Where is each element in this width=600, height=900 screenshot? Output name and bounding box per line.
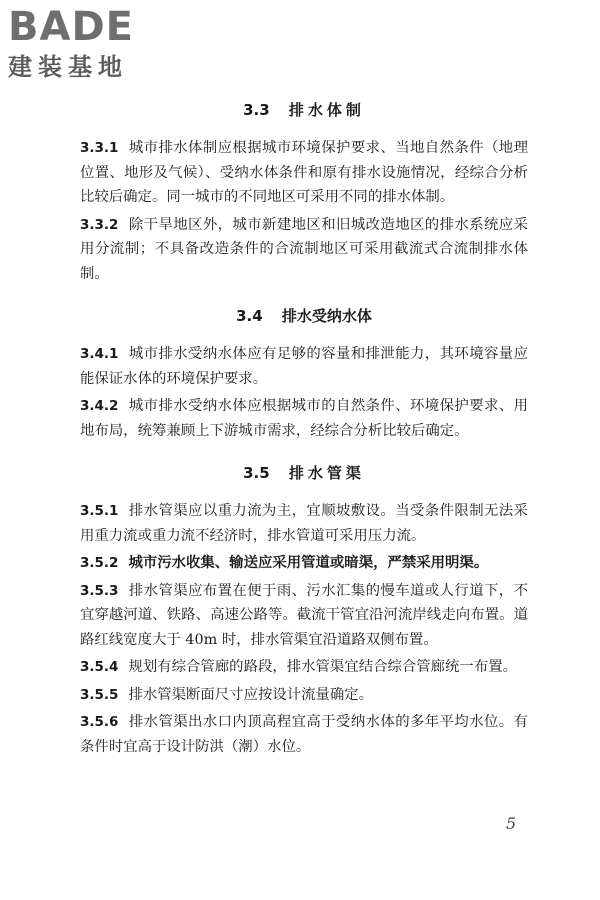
clause [80, 499, 528, 548]
section-3-4 [80, 304, 528, 443]
clause-number: 3.5.6 [80, 714, 119, 730]
clause-number: 3.5.1 [80, 503, 119, 519]
clause-number: 3.5.5 [80, 686, 119, 703]
clause [80, 136, 528, 210]
clause-text: 排水管渠应以重力流为主，宜顺坡敷设。当受条件限制无法采用重力流或重力流不经济时，排水管道可采用压力流。 [80, 503, 528, 544]
clause [80, 213, 528, 287]
section-number: 3.3 [243, 101, 270, 119]
section-3-5 [80, 461, 528, 759]
page-number: 5 [506, 814, 517, 833]
document-body [80, 98, 528, 777]
clause [80, 655, 528, 680]
clause-text: 城市污水收集、输送应采用管道或暗渠，严禁采用明渠。 [128, 554, 489, 571]
clause-text: 城市排水受纳水体应根据城市的自然条件、环境保护要求、用地布局，统筹兼顾上下游城市需求，经综合分析比较后确定。 [80, 398, 528, 439]
section-heading [80, 461, 528, 485]
clause [80, 579, 528, 653]
logo-brand: BADE [8, 4, 134, 50]
clause-text: 排水管渠出水口内顶高程宜高于受纳水体的多年平均水位。有条件时宜高于设计防洪（潮）水位。 [80, 714, 528, 755]
section-3-3 [80, 98, 528, 286]
section-title: 排水体制 [288, 101, 365, 119]
clause-number: 3.4.2 [80, 398, 119, 414]
clause [80, 394, 528, 443]
clause-text: 除干旱地区外，城市新建地区和旧城改造地区的排水系统应采用分流制；不具备改造条件的合流制地区可采用截流式合流制排水体制。 [80, 216, 528, 282]
section-heading [80, 304, 528, 328]
logo-subtitle: 建装基地 [8, 53, 128, 81]
clause [80, 683, 528, 708]
clause [80, 342, 528, 391]
section-heading [80, 98, 528, 122]
clause-mandatory [80, 551, 528, 576]
clause-number: 3.3.1 [80, 140, 119, 156]
section-number: 3.5 [243, 464, 270, 482]
site-logo [8, 6, 178, 82]
clause-text: 规划有综合管廊的路段，排水管渠宜结合综合管廊统一布置。 [128, 659, 517, 675]
clause [80, 710, 528, 759]
clause-number: 3.5.4 [80, 659, 119, 675]
clause-text: 城市排水受纳水体应有足够的容量和排泄能力，其环境容量应能保证水体的环境保护要求。 [80, 346, 528, 387]
clause-text: 排水管渠断面尺寸应按设计流量确定。 [128, 686, 374, 703]
section-number: 3.4 [236, 307, 263, 325]
clause-number: 3.5.3 [80, 582, 119, 599]
section-title: 排水管渠 [288, 464, 365, 482]
clause-text: 排水管渠应布置在便于雨、污水汇集的慢车道或人行道下，不宜穿越河道、铁路、高速公路等。截流干管宜沿河流岸线走向布置。道路红线宽度大于 40m 时，排水管渠宜沿道路双侧布置。 [80, 582, 528, 648]
section-title: 排水受纳水体 [281, 307, 372, 325]
clause-number: 3.4.1 [80, 346, 119, 362]
clause-number: 3.5.2 [80, 555, 119, 571]
clause-text: 城市排水体制应根据城市环境保护要求、当地自然条件（地理位置、地形及气候）、受纳水体条件和原有排水设施情况，经综合分析比较后确定。同一城市的不同地区可采用不同的排水体制。 [80, 140, 528, 205]
clause-number: 3.3.2 [80, 216, 119, 233]
